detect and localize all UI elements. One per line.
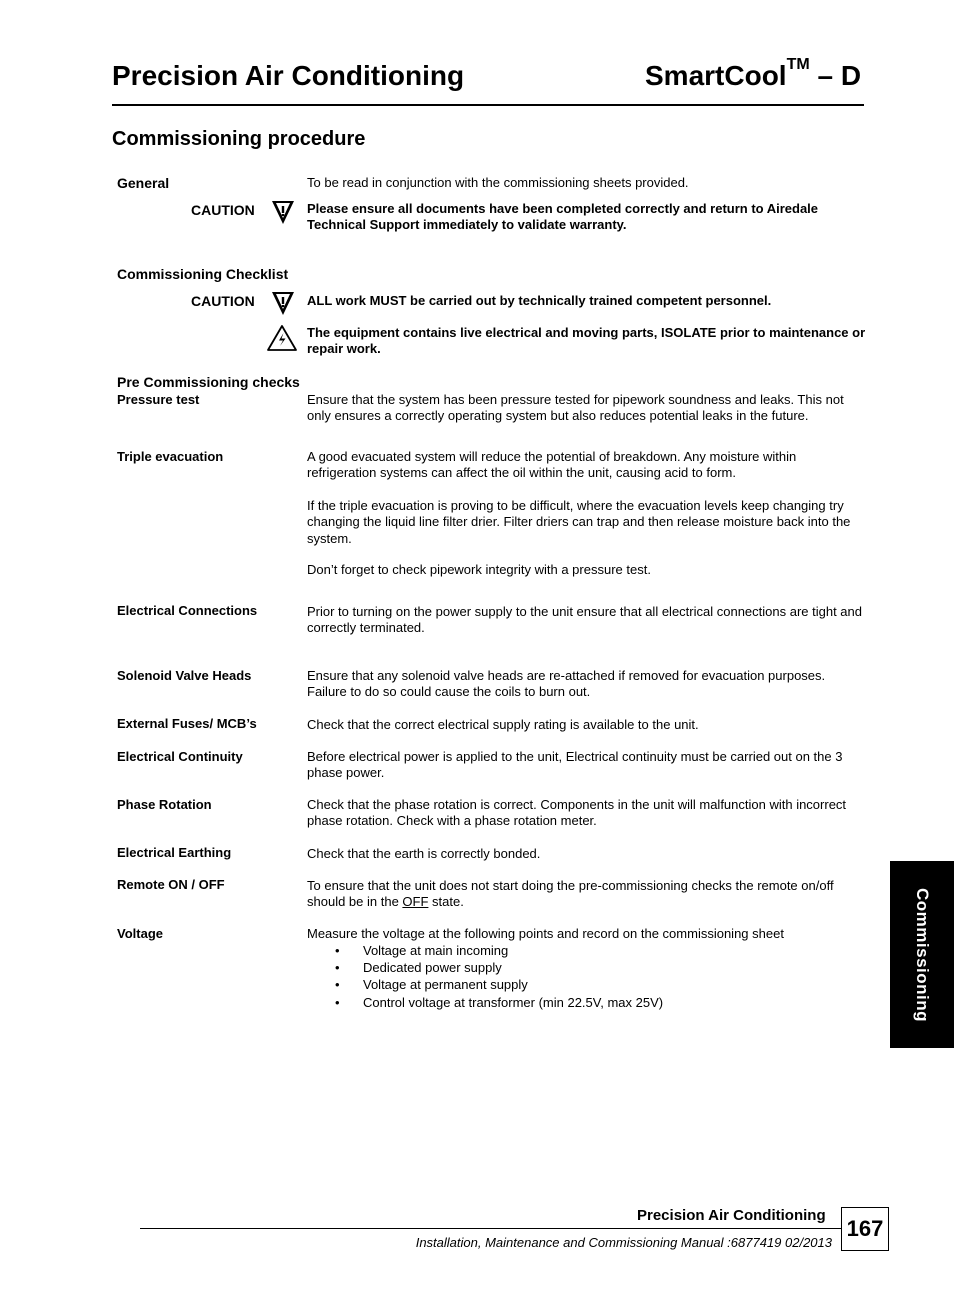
triple-evacuation-text: A good evacuated system will reduce the potential of breakdown. Any moisture within refrigeration systems can affect the oil within the unit, causing acid to form.	[307, 449, 797, 481]
electrical-earthing-text: Check that the earth is correctly bonded.	[307, 846, 541, 861]
section-title: Commissioning procedure	[112, 128, 366, 150]
section-side-tab	[890, 861, 954, 1048]
pressure-test-label: Pressure test	[117, 392, 200, 407]
pre-checks-label: Pre Commissioning checks	[117, 374, 300, 390]
electrical-continuity-label: Electrical Continuity	[117, 749, 243, 764]
checklist-caution-text: ALL work MUST be carried out by technically trained competent personnel.	[307, 293, 772, 308]
phase-rotation-label: Phase Rotation	[117, 797, 212, 812]
remote-text-end: state.	[428, 894, 464, 910]
general-caution-text: Please ensure all documents have been completed correctly and return to Airedale Technical Support immediately to validate warranty.	[307, 201, 819, 233]
checklist-label: Commissioning Checklist	[117, 266, 289, 282]
brand-trademark: TM	[786, 56, 810, 73]
triple-evacuation-label: Triple evacuation	[117, 449, 224, 464]
header-brand	[645, 56, 862, 92]
general-intro: To be read in conjunction with the commissioning sheets provided.	[307, 175, 689, 190]
remote-onoff-text	[307, 878, 867, 911]
caution-shield-icon	[270, 290, 296, 316]
phase-rotation-text: Check that the phase rotation is correct. Components in the unit will malfunction with incorrect phase rotation. Check with a phase rotation meter.	[307, 797, 847, 829]
page-number: 167	[841, 1207, 889, 1251]
solenoid-valve-text: Ensure that any solenoid valve heads are re-attached if removed for evacuation purposes. Failure to do so could cause the coils to burn out.	[307, 668, 826, 700]
caution-shield-icon	[270, 199, 296, 225]
checklist-caution-label: CAUTION	[191, 293, 255, 309]
external-fuses-text: Check that the correct electrical supply rating is available to the unit.	[307, 717, 699, 732]
list-item: • Voltage at main incoming	[307, 942, 663, 959]
header-title: Precision Air Conditioning	[112, 60, 465, 91]
electrical-continuity-text: Before electrical power is applied to the unit, Electrical continuity must be carried out on the 3 phase power.	[307, 749, 843, 781]
footer-title: Precision Air Conditioning	[637, 1207, 826, 1224]
remote-off-state: OFF	[402, 894, 429, 910]
general-label: General	[117, 175, 170, 191]
footer-manual-ref: Installation, Maintenance and Commissioning Manual :6877419 02/2013	[415, 1235, 832, 1250]
solenoid-valve-label: Solenoid Valve Heads	[117, 668, 252, 683]
voltage-points-list	[307, 942, 663, 1011]
list-item: • Control voltage at transformer (min 22.5V, max 25V)	[307, 994, 663, 1011]
triple-evacuation-text-3: Don’t forget to check pipework integrity with a pressure test.	[307, 562, 651, 577]
electrical-connections-text: Prior to turning on the power supply to the unit ensure that all electrical connections are tight and correctly terminated.	[307, 604, 862, 636]
side-tab-label: Commissioning	[913, 887, 932, 1022]
voltage-label: Voltage	[117, 926, 163, 941]
electrical-warning-icon	[266, 324, 298, 352]
remote-onoff-label: Remote ON / OFF	[117, 877, 225, 892]
list-item: • Voltage at permanent supply	[307, 976, 663, 993]
external-fuses-label: External Fuses/ MCB’s	[117, 716, 257, 731]
pressure-test-text: Ensure that the system has been pressure tested for pipework soundness and leaks. This not only ensures a correctly operating system but also reduces potential leaks in the future.	[307, 392, 844, 424]
voltage-text: Measure the voltage at the following points and record on the commissioning sheet	[307, 926, 784, 941]
caution-label: CAUTION	[191, 202, 255, 218]
electrical-connections-label: Electrical Connections	[117, 603, 258, 618]
brand-suffix: – D	[809, 60, 862, 91]
checklist-warning-text: The equipment contains live electrical and moving parts, ISOLATE prior to maintenance or repair work.	[307, 325, 866, 357]
header-divider	[112, 104, 864, 106]
list-item: • Dedicated power supply	[307, 959, 663, 976]
triple-evacuation-text-2: If the triple evacuation is proving to be difficult, where the evacuation levels keep changing try changing the liquid line filter drier. Filter driers can trap and then release moisture back into the system.	[307, 498, 851, 546]
remote-text-part: To ensure that the unit does not start doing the pre-commissioning checks the remote on/off should be in the	[307, 878, 834, 910]
footer-divider	[140, 1228, 842, 1229]
electrical-earthing-label: Electrical Earthing	[117, 845, 232, 860]
brand-name: SmartCool	[645, 60, 787, 91]
